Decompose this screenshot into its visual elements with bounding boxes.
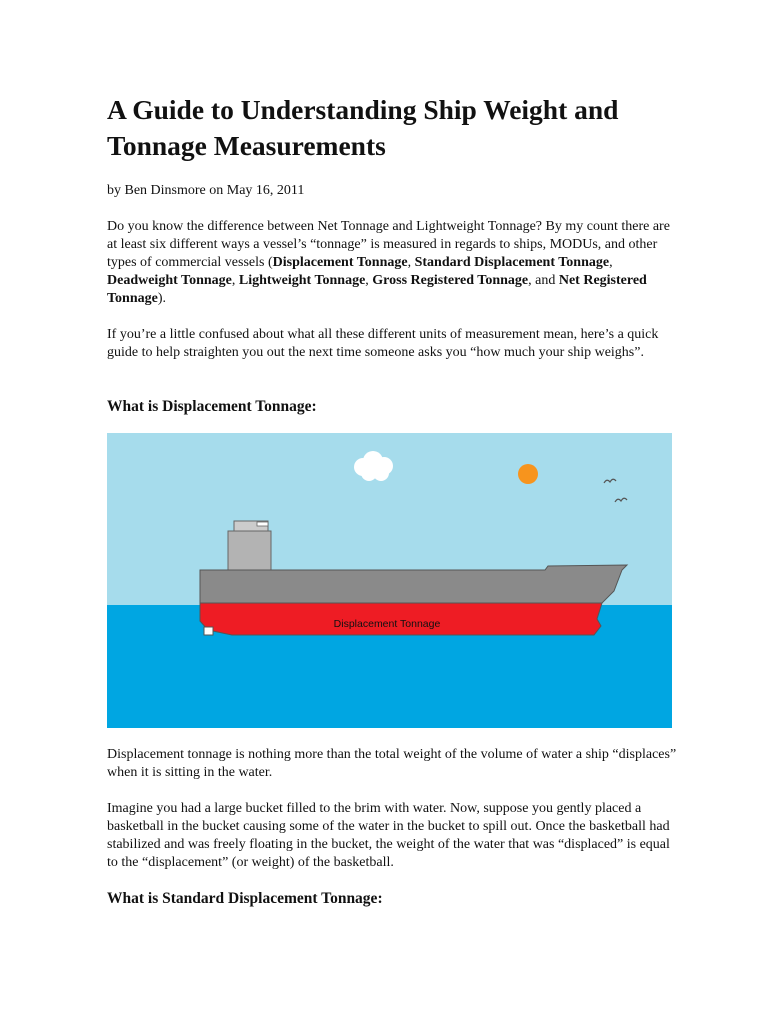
- ship-window: [257, 522, 268, 526]
- paragraph-displacement-definition: Displacement tonnage is nothing more than the total weight of the volume of water a ship “displaces” when it is sitting in the water.: [107, 747, 677, 780]
- term-deadweight-tonnage: Deadweight Tonnage: [107, 273, 232, 288]
- separator: , and: [528, 273, 559, 288]
- intro-paragraph: [107, 218, 677, 308]
- hull-upper: [200, 565, 627, 603]
- separator: ,: [407, 255, 415, 270]
- separator: ,: [231, 273, 239, 288]
- article-byline: by Ben Dinsmore on May 16, 2011: [107, 183, 305, 198]
- ship-superstructure: [228, 531, 271, 571]
- paragraph-confused: If you’re a little confused about what all these different units of measurement mean, here’s a quick guide to help straighten you out the next time someone asks you “how much your ship weighs”.: [107, 327, 659, 360]
- separator: ,: [365, 273, 373, 288]
- sun-icon: [518, 464, 538, 484]
- term-displacement-tonnage: Displacement Tonnage: [272, 255, 408, 270]
- heading-standard-displacement-tonnage: What is Standard Displacement Tonnage:: [107, 890, 383, 907]
- separator: ,: [609, 255, 613, 270]
- displacement-illustration: [107, 433, 672, 728]
- term-net-registered-tonnage: Net Registered Tonnage: [107, 273, 647, 306]
- intro-text: Do you know the difference between Net Tonnage and Lightweight Tonnage? By my count there are at least six different ways a vessel’s “tonnage” is measured in regards to ships, MODUs, and other types of commercial vessels (: [107, 219, 670, 270]
- hull-label: Displacement Tonnage: [333, 618, 441, 630]
- ship-rudder: [204, 627, 213, 635]
- intro-end: ).: [157, 291, 167, 306]
- ship-diagram: [107, 433, 672, 728]
- heading-displacement-tonnage: What is Displacement Tonnage:: [107, 398, 317, 415]
- article-title: A Guide to Understanding Ship Weight and Tonnage Measurements: [107, 94, 619, 161]
- paragraph-basketball-example: Imagine you had a large bucket filled to the brim with water. Now, suppose you gently placed a basketball in the bucket causing some of the water in the bucket to spill out. Once the basketball had stabilized and was freely floating in the bucket, the weight of the water that was “displaced” is equal to the “displacement” (or weight) of the basketball.: [107, 801, 670, 870]
- term-gross-registered-tonnage: Gross Registered Tonnage: [372, 273, 529, 288]
- term-standard-displacement-tonnage: Standard Displacement Tonnage: [414, 255, 610, 270]
- term-lightweight-tonnage: Lightweight Tonnage: [238, 273, 366, 288]
